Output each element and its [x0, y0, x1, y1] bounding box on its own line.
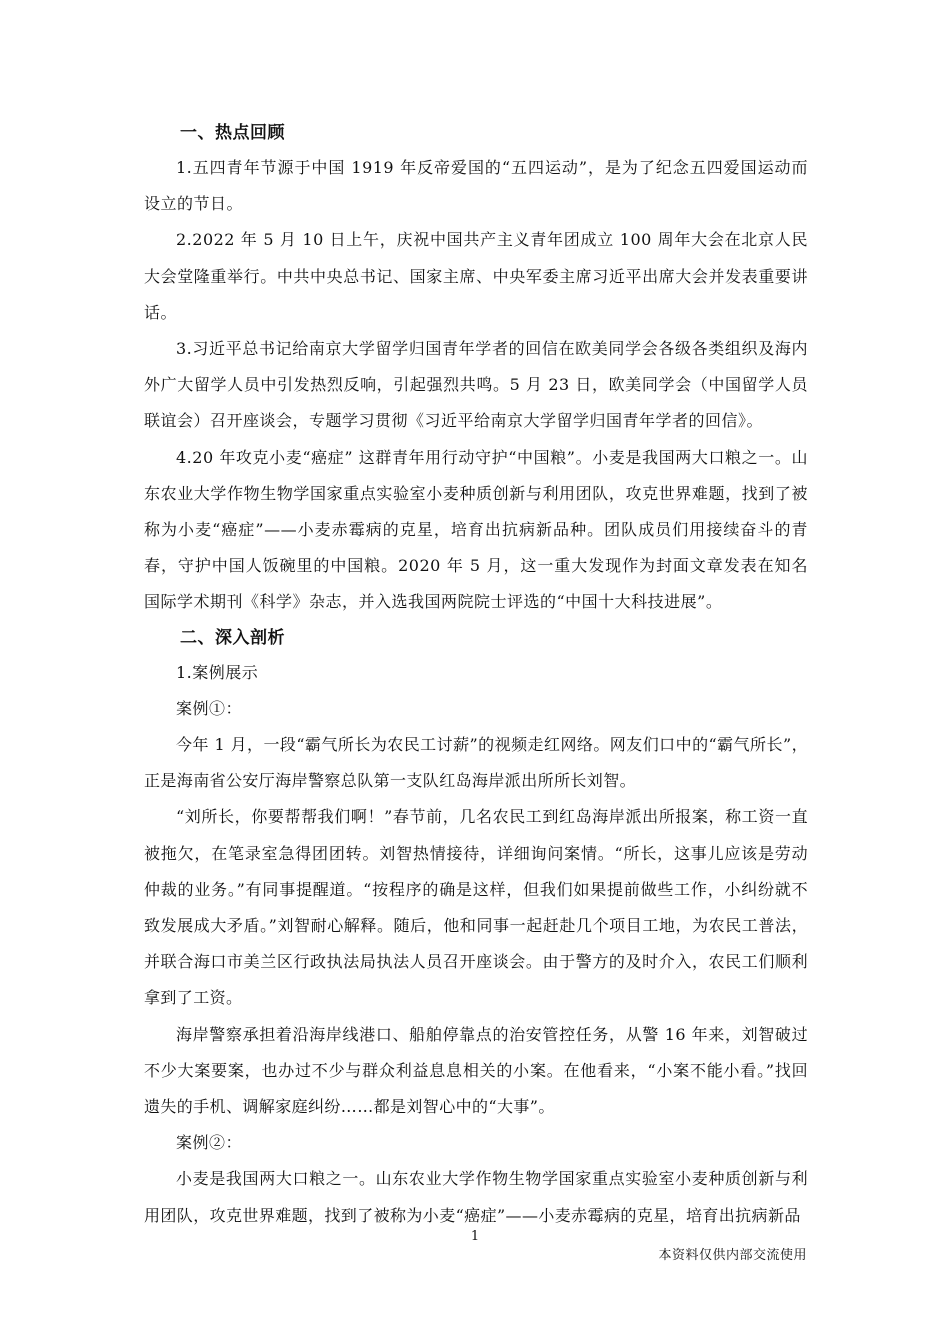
- section-heading-hot-review: 一、热点回顾: [180, 123, 285, 143]
- paragraph-wheat-team: 4.20 年攻克小麦“癌症” 这群青年用行动守护“中国粮”。小麦是我国两大口粮之一。山东农业大学作物生物学国家重点实验室小麦种质创新与利用团队，攻克世界难题，找到了被称为小麦“癌症”——小麦赤霉病的克星，培育出抗病新品种。团队成员们用接续奋斗的青春，守护中国人饭碗里的中国粮。2020 年 5 月，这一重大发现作为封面文章发表在知名国际学术期刊《科学》杂志，并入选我国两院院士评选的“中国十大科技进展”。: [144, 447, 808, 612]
- paragraph-may-fourth: 1.五四青年节源于中国 1919 年反帝爱国的“五四运动”，是为了纪念五四爱国运动而设立的节日。: [144, 158, 808, 214]
- case2-paragraph-wheat: 小麦是我国两大口粮之一。山东农业大学作物生物学国家重点实验室小麦种质创新与利用团队，攻克世界难题，找到了被称为小麦“癌症”——小麦赤霉病的克星，培育出抗病新品: [144, 1169, 808, 1225]
- case1-paragraph-duty: 海岸警察承担着沿海岸线港口、船舶停靠点的治安管控任务，从警 16 年来，刘智破过不少大案要案，也办过不少与群众利益息息相关的小案。在他看来，“小案不能小看。”找回遗失的手机、调解家庭纠纷……都是刘智心中的“大事”。: [144, 1024, 808, 1117]
- document-body: [144, 116, 808, 1234]
- section-heading-analysis: 二、深入剖析: [180, 627, 285, 648]
- page-number: 1: [470, 1229, 480, 1244]
- case1-paragraph-story: “刘所长，你要帮帮我们啊！”春节前，几名农民工到红岛海岸派出所报案，称工资一直被拖欠，在笔录室急得团团转。刘智热情接待，详细询问案情。“所长，这事儿应该是劳动仲裁的业务。”有同事提醒道。“按程序的确是这样，但我们如果提前做些工作，小纠纷就不致发展成大矛盾。”刘智耐心解释。随后，他和同事一起赶赴几个项目工地，为农民工普法，并联合海口市美兰区行政执法局执法人员召开座谈会。由于警方的及时介入，农民工们顺利拿到了工资。: [144, 807, 808, 1008]
- case1-paragraph-intro: 今年 1 月，一段“霸气所长为农民工讨薪”的视频走红网络。网友们口中的“霸气所长”，正是海南省公安厅海岸警察总队第一支队红岛海岸派出所所长刘智。: [144, 735, 808, 791]
- paragraph-league-centenary: 2.2022 年 5 月 10 日上午，庆祝中国共产主义青年团成立 100 周年大会在北京人民大会堂隆重举行。中共中央总书记、国家主席、中央军委主席习近平出席大会并发表重要讲话。: [144, 230, 808, 322]
- case-label-2: 案例②：: [176, 1133, 243, 1153]
- subheading-case-display: 1.案例展示: [176, 662, 259, 682]
- case-label-1: 案例①：: [176, 698, 243, 718]
- paragraph-reply-letter: 3.习近平总书记给南京大学留学归国青年学者的回信在欧美同学会各级各类组织及海内外广大留学人员中引发热烈反响，引起强烈共鸣。5 月 23 日，欧美同学会（中国留学人员联谊会）召开座谈会，专题学习贯彻《习近平给南京大学留学归国青年学者的回信》。: [144, 339, 808, 431]
- footer-note: 本资料仅供内部交流使用: [658, 1248, 807, 1263]
